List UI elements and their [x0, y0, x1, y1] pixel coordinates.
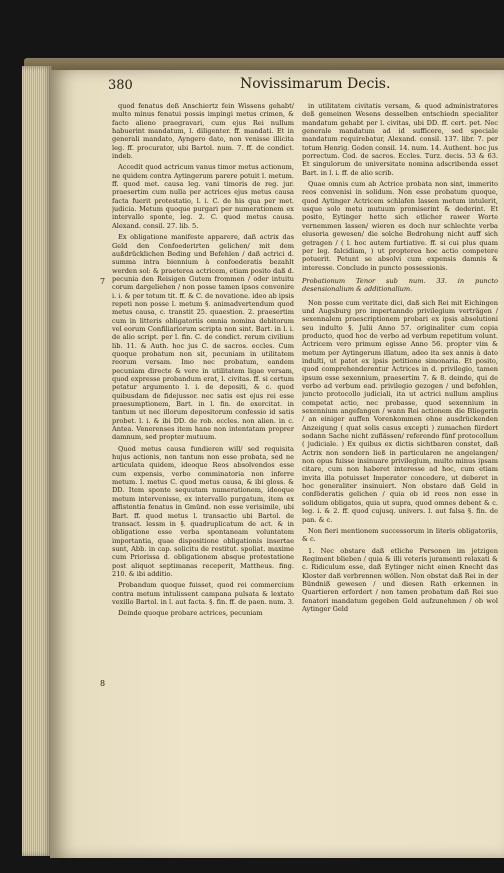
paragraph: Probandum quoque fuisset, quod rei commercium contra metum intulissent campana pulsata & lextato vexillo Bartol. in l. aut facta. §. fin. ff. de paen. num. 3. — [112, 581, 294, 606]
section-heading: Probationum Tenor sub num. 33. in puncto desensionalium & additionalium. — [302, 276, 498, 294]
page-edges — [22, 66, 52, 856]
running-title: Novissimarum Decis. — [240, 76, 391, 92]
paragraph: Non posse cum veritate dici, daß sich Rei mit Eichingen und Augsburg pro impertanndo privilegium verträgen / sexennalem praescriptionem probari ex ipsis absolutioni seu indulto §. Julii Anno 57. originaliter cum copia producto, quod hoc de verbo ad verbum repetitum volunt. Actricem vero primum egisse Anno 56. propter vim & metum per Aytingerum illatum, adeo ita sex annis à dato indulti, ut patet ex ipsis petitione simonaria. Et posito, quod comprehenderentur Actrices in d. privilegio, tamen ipsum esse sexennium, praesertim 7. & 8. deinde, qui de verbo ad verbum ead. privilegio gezogen / und befohlen, juncto protocollo judiciali, ita ut actrici nullum amplius competat actio, nec probasse, quod sexennium in sexennium angefangen / wann Rei actionem die Bliegerin / an einiger auffen Vorenkommen ohne ausdrückenden Anzeigung ( quat solis casus excepti ) zumachen fürdert sodann Sache nicht zuflässen/ referendo fünf protocollum ( judiciale. ) Ex quibus ex dictis sichtbaren constet, daß Actrix non sondern ließ in particularen ne angelangen/ non opus fuisse insinuare privilegium, multo minus ipsam citare, cum non haberet interesse ad hoc, cum etiam invita illa potuisset Imperator concedere, ut deberet in hoc generaliter insinuiert. Non obstare daß Geld in conföderatis gelichen / quia ob id reos non esse in solidum obligatos, quia ut supra, quod omnes debent & c. leg. i. & 2. ff. quod cujusq. univers. l. aut falsa §. fin. de pan. & c. — [302, 298, 498, 524]
margin-note: 7 — [100, 277, 106, 286]
paragraph: Quae omnis cum ab Actrice probata non sint, immerito reos convenisi in solidum. Non esse probatum quoque, quod Aytinger Actricem schlafen lassen metum intulerit, usque solo metu mutuum promiserint & dederint. Et posito, Eytinger hette sich etlicher rawer Worte vernemmen lassen/ wieren es doch nur schlechte verba elusoria gewesen/ die solche Bedrohung nicht auff sich getragen / ( l. hoc autem furtiative. ff. si cui plus quam per leg. falcidiam, ) ut propterea hoc actio competere potuerit. Petunt se absolvi cum expensis damnis & interesse. Concludo in puncto possessionis. — [302, 180, 498, 272]
paragraph: Quod metus causa fundieren will/ sed requisita hujus actionis, non tantum non esse probata, sed ne articulata quidem, ideoque Reos absolvendos esse cum expensis, verbo comminatoria non inferre metum. l. metus C. quod metus causa, & ibi gloss. & DD. Item sponte sequutam numerationem, ideoque metum intervenisse, ex intervallo purgatum, item ex affistentia fenatus in Gmünd. non esse verisimile, ubi Bart. ff. quod metus l. transactio ubi Bartol. de transact. lessm in §. quadruplicatum de act. & in obligatione esse verba spontaneam voluntatem importantia, quae dispositione obligationis insertae sunt, Abb. in cap. solicitu de restitut. spoliat. maxime cum Priorissa d. obligationem absque protestatione post aliquot septimanas receperit, Mattheus. fing. 210. & ibi additio. — [112, 444, 294, 578]
paragraph: Ex obligatione manifeste apparere, daß actrix das Geld den Confoederirten gelichen/ mit dem außdrücklichen Beding und Befehlen / daß actrici d. summa intra biennium à confoederatis bezahlt werden sol: & praeterea actricem, etiam posito daß d. pecunia den Reisigen Gutem frommen / oder intuitu corum dargeliehen / non posse tamen ipsos convenire i. i. & per totum tit. ff. & C. de novatione. ideo ab ipsis repeti non posse l. metum §. animadvertendum quod metus causa, c. transtit 25. quaestion. 2. praesertim cum in litteris obligatoriis omnia nomina debitorum vel eorum Confiliariorum scripta non sint. Bart. in l. i. de alio script. per l. fin. C. de condict. rerum civilium lib. 11. & Auth. hoc jus C. de sacros. eccles. Cum quoque probatum non sit, pecuniam in utilitatem reorum versam. Imo nec probatum, eandem pecuniam directe & vere in utilitatem ligae versam, quod expresse probandum erat, l. civitas. ff. si certum petatur argumento l. i. de depositi, & c. quod quibusdam de fidejussor. nec satis est ejus rei esse praesumptionem, Bart. in l. fin. de exercitat. in tantum ut nec illorum depositorum confessio id satis probet. l. i. & ibi DD. de rob. eccles. non alien. in c. Antea. Venerenses item hane non intentatam proprer damnum, sed propter mutuum. — [112, 233, 294, 442]
book — [22, 58, 504, 858]
left-column — [112, 102, 294, 842]
paragraph: quod fenatus deß Anschiertz fein Wissens gehabt/ multo minus fenatui possis impingi metus crimen, & facto alieno praegravari, cum ejus Rei nullum habuerint mandatum, l. diligenter. ff. mandati. Et in generali mandato, Ayngero dato, non venisse illicita leg. ff. procurator, ubi Bartol. num. 7. ff. de condict. indeb. — [112, 102, 294, 161]
page-header — [108, 76, 504, 98]
paragraph: 1. Nec obstare daß etliche Personen im jetzigen Regiment blieben / quia & illi veteris juramenti relaxati & c. Ridiculum esse, daß Eytinger nicht einen Knecht das Kloster daß verbrennen wöllen. Non obstat daß Rei in der Bündniß gewesen / und diesen Rath erkennen in Quartieren erfordert / non tamen probatum daß Rei suo fenatori mandatum gegeben Geld aufzunehmen / ob wol Aytinger Geld — [302, 546, 498, 613]
margin-note: 8 — [100, 679, 106, 688]
paragraph: Deinde quoque probare actrices, pecuniam — [118, 609, 263, 618]
paragraph: Accedit quod actricum vanus timor metus actionum, ne quidem contra Aytingerum parere potuit l. metum. ff. quod met. causa leg. vani timoris de reg. jur. praesertim cum nulla per actrices ejus metus causa facta fuerit protestatio, l. i. C. de his qua per met. judicia. Metum quoque purgari per numerationem ex intervallo sponte, leg. 2. C. quod metus causa. Alexand. consil. 27. lib. 5. — [112, 163, 294, 230]
paragraph: Non fieri mentionem successorum in literis obligatoriis, & c. — [302, 526, 498, 544]
book-page — [50, 70, 504, 858]
paragraph: in utilitatem civitatis versam, & quod administratores deß gemeinen Wesens desselben entschiedn specialiter mandatum gehabt per l. civitas, ubi DD. ff. cert. pet. Nec generale mandatum ad id sufficere, sed speciale mandatum requirebatur, Alexand. consil. 137. libr. 7. per totum Henrig. Goden consil. 14. num. 14. Authent. hoc jus porrectum. Cod. de sacros. Eccles. Turz. decis. 53 & 63. Et singulorum de universitate nomina adscribenda esset Bart. in l. i. ff. de alio scrib. — [302, 102, 498, 177]
page-number: 380 — [108, 78, 133, 93]
right-column — [302, 102, 498, 842]
